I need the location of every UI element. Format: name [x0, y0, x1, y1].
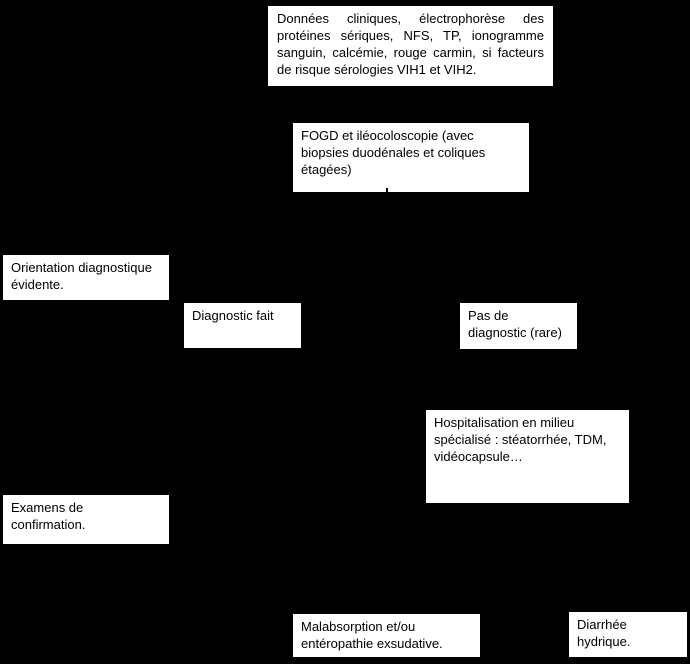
flowchart-box-hospitalisation: Hospitalisation en milieu spécialisé : stéatorrhée, TDM, vidéocapsule… — [425, 409, 630, 504]
flowchart-box-examens-confirmation: Examens de confirmation. — [2, 494, 170, 545]
connector-stub — [386, 188, 388, 193]
flowchart-box-clinical-data: Données cliniques, électrophorèse des protéines sériques, NFS, TP, ionogramme sanguin, calcémie, rouge carmin, si facteurs de risque sérologies VIH1 et VIH2. — [267, 5, 554, 87]
flowchart-box-pas-de-diagnostic: Pas de diagnostic (rare) — [459, 302, 578, 350]
flowchart-box-malabsorption: Malabsorption et/ou entéropathie exsudative. — [292, 613, 481, 658]
flowchart-box-diarrhee-hydrique: Diarrhée hydrique. — [568, 611, 688, 658]
flowchart-box-diagnostic-fait: Diagnostic fait — [183, 302, 302, 349]
flowchart-box-fogd-ileocoloscopie: FOGD et iléocoloscopie (avec biopsies duodénales et coliques étagées) — [292, 122, 530, 193]
flowchart-box-orientation-diagnostique: Orientation diagnostique évidente. — [2, 254, 170, 301]
